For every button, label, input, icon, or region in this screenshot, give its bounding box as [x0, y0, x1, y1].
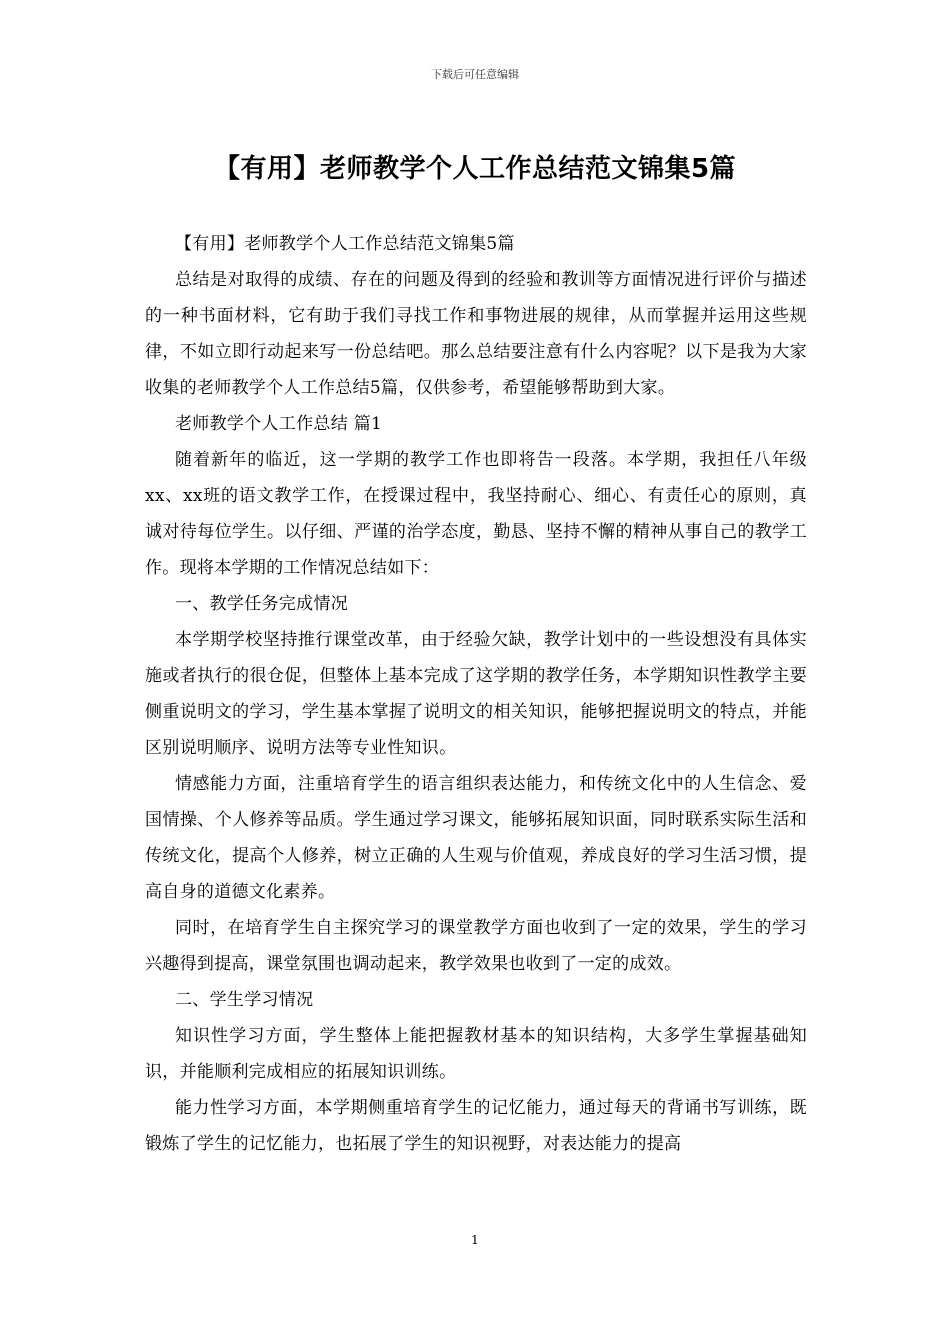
section-heading-part1: 老师教学个人工作总结 篇1: [175, 414, 383, 434]
paragraph-intro: 总结是对取得的成绩、存在的问题及得到的经验和教训等方面情况进行评价与描述的一种书面材料，它有助于我们寻找工作和事物进展的规律，从而掌握并运用这些规律，不如立即行动起来写一份总结吧。那么总结要注意有什么内容呢？以下是我为大家收集的老师教学个人工作总结5篇，仅供参考，希望能够帮助到大家。: [145, 270, 807, 398]
page-number: 1: [471, 1233, 479, 1247]
document-title: 【有用】老师教学个人工作总结范文锦集5篇: [213, 154, 737, 184]
paragraph-part1-opening: 随着新年的临近，这一学期的教学工作也即将告一段落。本学期，我担任八年级xx、xx班的语文教学工作，在授课过程中，我坚持耐心、细心、有责任心的原则，真诚对待每位学生。以仔细、严谨的治学态度，勤恳、坚持不懈的精神从事自己的教学工作。现将本学期的工作情况总结如下：: [145, 450, 807, 578]
section-heading-student-learning: 二、学生学习情况: [175, 990, 314, 1010]
header-note: 下载后可任意编辑: [431, 68, 519, 81]
paragraph-ability-learning: 能力性学习方面，本学期侧重培育学生的记忆能力，通过每天的背诵书写训练，既锻炼了学生的记忆能力，也拓展了学生的知识视野，对表达能力的提高: [145, 1098, 807, 1154]
section-heading-teaching-tasks: 一、教学任务完成情况: [175, 594, 348, 614]
paragraph-self-study: 同时，在培育学生自主探究学习的课堂教学方面也收到了一定的效果，学生的学习兴趣得到提高，课堂氛围也调动起来，教学效果也收到了一定的成效。: [145, 918, 807, 974]
paragraph-emotional-ability: 情感能力方面，注重培育学生的语言组织表达能力，和传统文化中的人生信念、爱国情操、个人修养等品质。学生通过学习课文，能够拓展知识面，同时联系实际生活和传统文化，提高个人修养，树立正确的人生观与价值观，养成良好的学习生活习惯，提高自身的道德文化素养。: [145, 774, 807, 902]
paragraph-teaching-tasks: 本学期学校坚持推行课堂改革，由于经验欠缺，教学计划中的一些设想没有具体实施或者执行的很仓促，但整体上基本完成了这学期的教学任务，本学期知识性教学主要侧重说明文的学习，学生基本掌握了说明文的相关知识，能够把握说明文的特点，并能区别说明顺序、说明方法等专业性知识。: [145, 630, 807, 758]
document-body: [145, 226, 807, 1162]
paragraph-repeat-title: 【有用】老师教学个人工作总结范文锦集5篇: [175, 234, 515, 254]
paragraph-knowledge-learning: 知识性学习方面，学生整体上能把握教材基本的知识结构，大多学生掌握基础知识，并能顺利完成相应的拓展知识训练。: [145, 1026, 807, 1082]
